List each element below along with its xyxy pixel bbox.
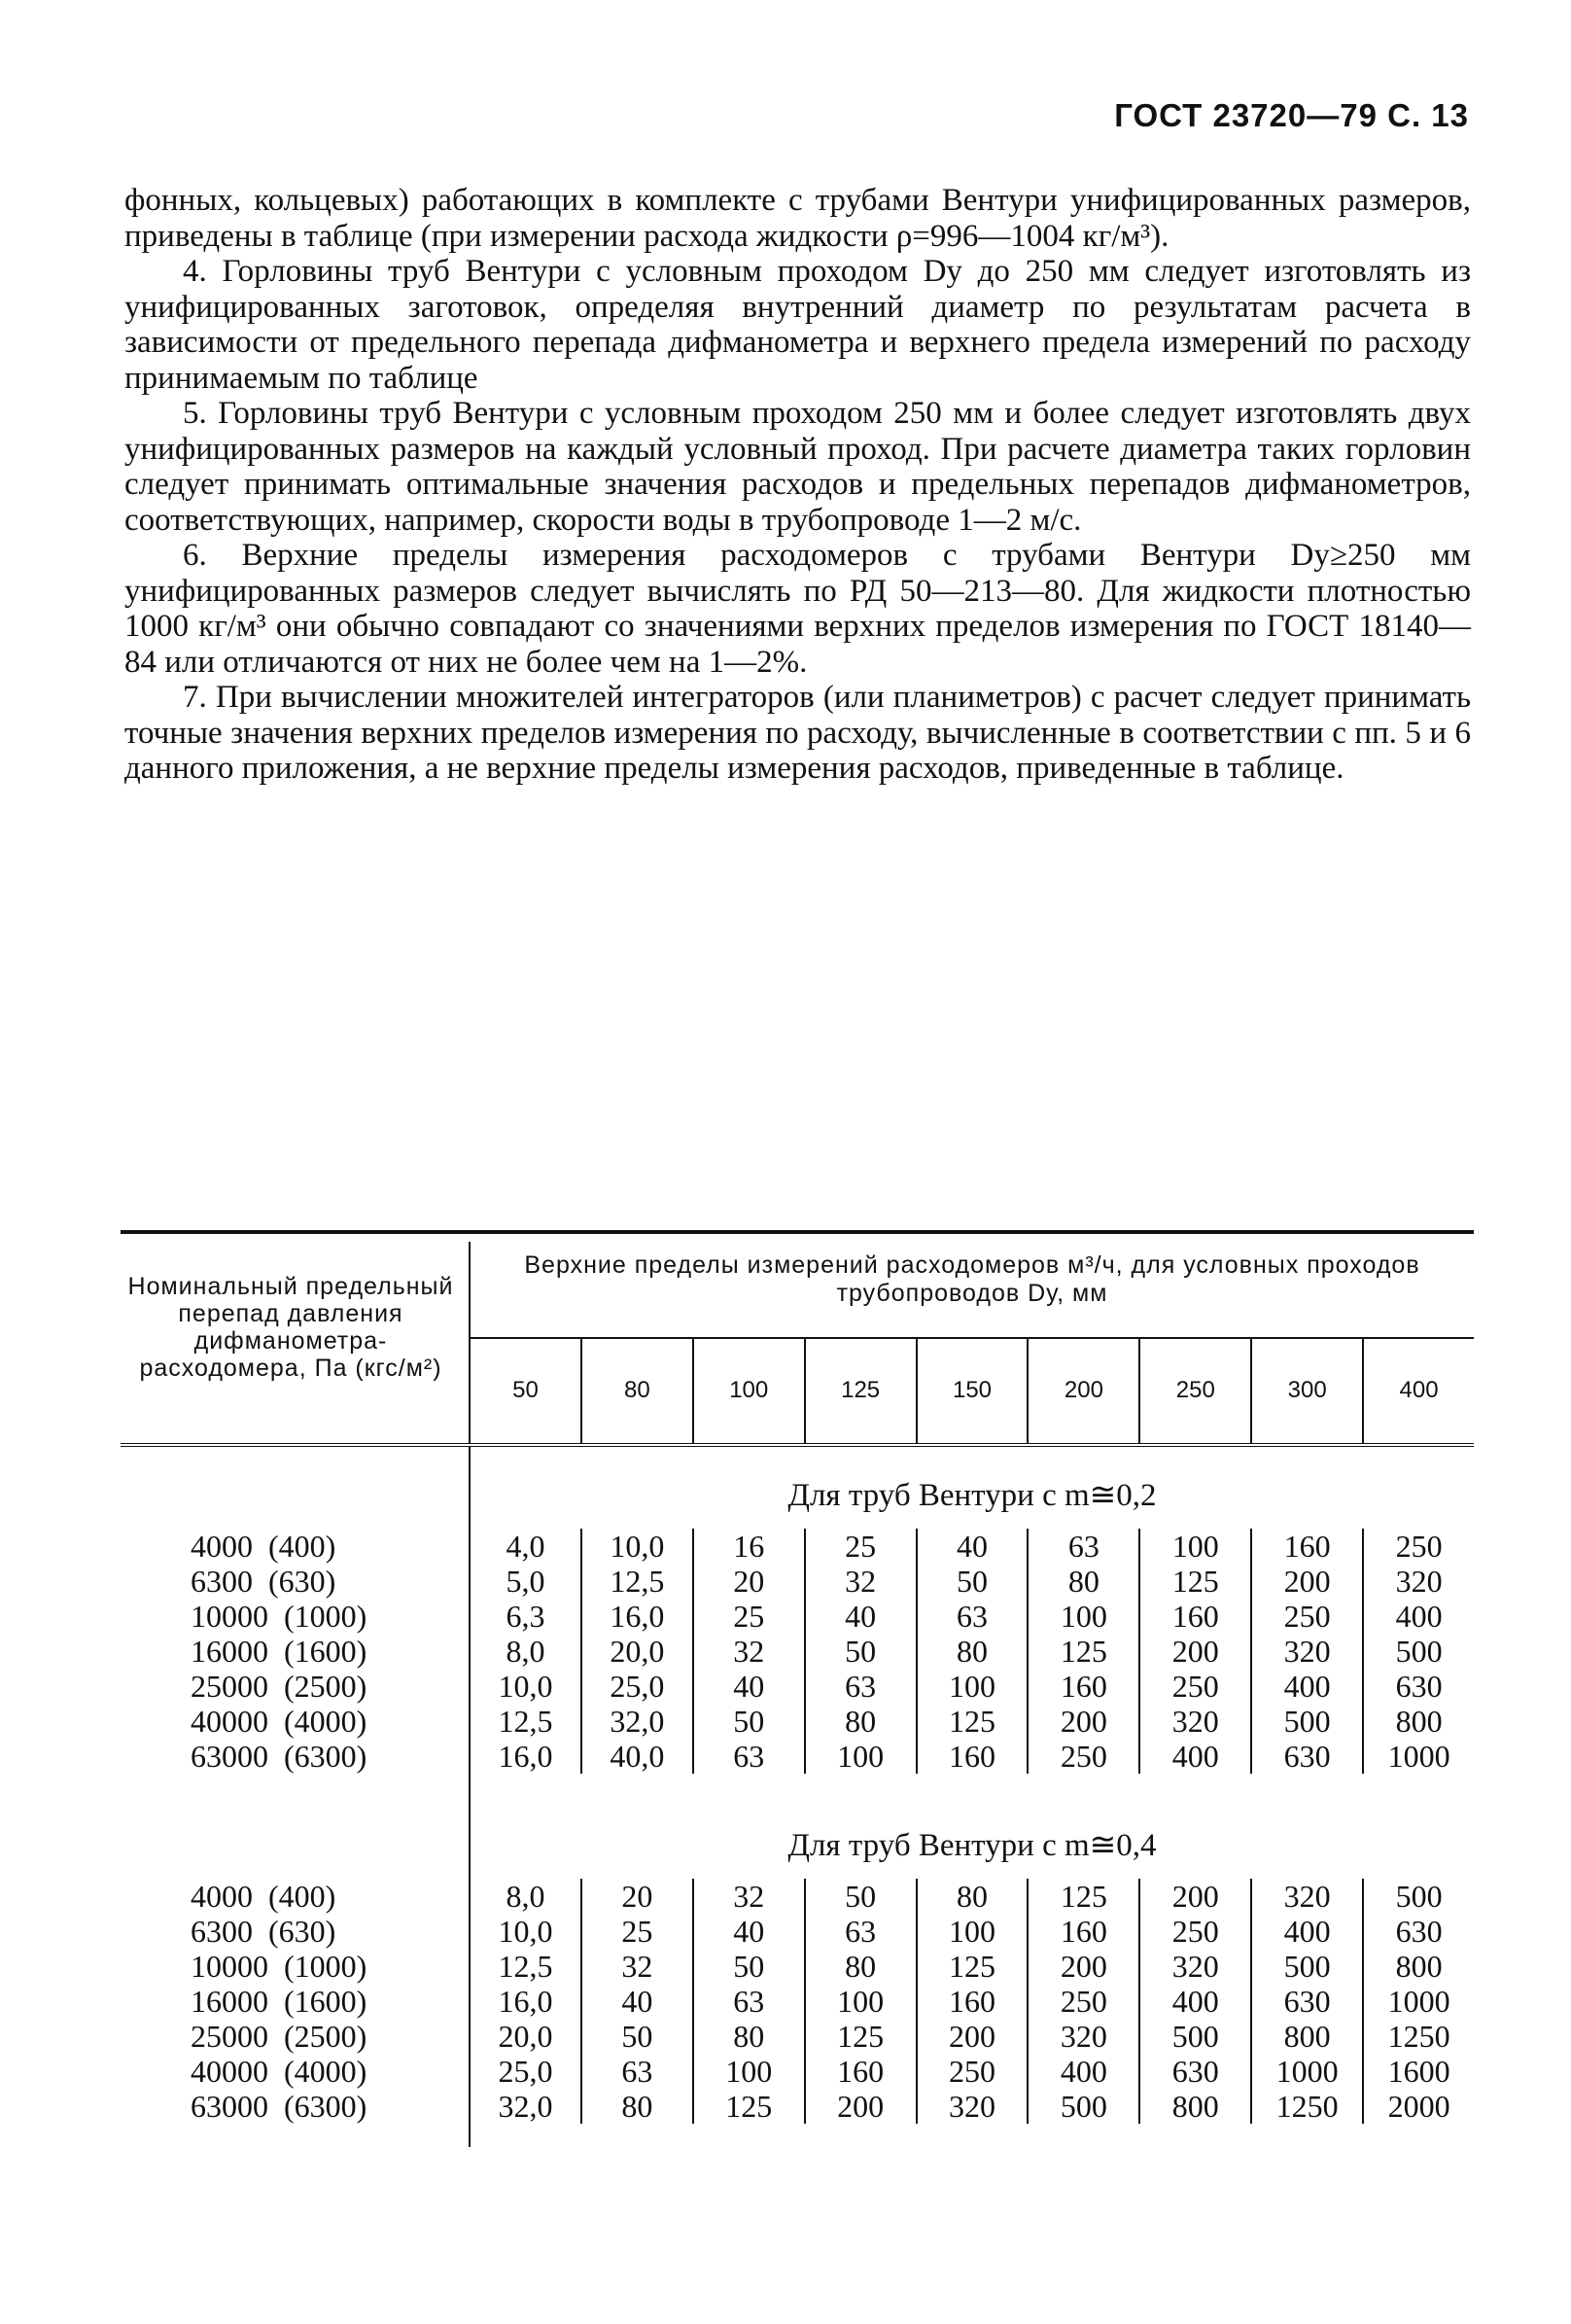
table-cell: 400 — [1060, 2054, 1107, 2089]
table-cell: 160 — [1283, 1529, 1331, 1564]
table-cell: 16,0 — [498, 1984, 553, 2019]
table-cell: 630 — [1395, 1669, 1443, 1704]
table-cell: 5,0 — [506, 1564, 545, 1599]
section-spacer — [121, 1774, 1474, 1797]
value-column — [692, 1879, 804, 2124]
table-cell: 125 — [725, 2089, 773, 2124]
table-cell: 630 — [1283, 1984, 1331, 2019]
table-cell: 1000 — [1275, 2054, 1339, 2089]
table-cell: 1250 — [1275, 2089, 1339, 2124]
section-spacer — [121, 2124, 1474, 2147]
table-cell: 160 — [1060, 1914, 1107, 1949]
value-column — [580, 1529, 692, 1774]
table-cell: 250 — [949, 2054, 995, 2089]
section-rows — [121, 1529, 1474, 1774]
row-labels — [121, 1529, 469, 1774]
row-label: 6300 (630) — [191, 1564, 336, 1599]
row-label: 6300 (630) — [191, 1914, 336, 1949]
table-cell: 125 — [949, 1949, 995, 1984]
table-cell: 8,0 — [506, 1879, 545, 1914]
table-cell: 125 — [1171, 1564, 1219, 1599]
table-cell: 200 — [1283, 1564, 1331, 1599]
table-cell: 40 — [957, 1529, 988, 1564]
paragraph: 7. При вычислении множителей интеграторов (или планиметров) с расчет следует принимать точные значения верхних пределов измерения по расходу, вычисленные в соответствии с пп. 5 и 6 данного приложения, а не верхние пределы измерения расходов, приведенные в таблице. — [124, 680, 1471, 786]
table-cell: 16,0 — [498, 1739, 553, 1774]
table-cell: 25 — [621, 1914, 653, 1949]
table-cell: 80 — [733, 2019, 765, 2054]
value-column — [471, 1879, 580, 2124]
table-cell: 125 — [1060, 1879, 1107, 1914]
value-column — [916, 1529, 1028, 1774]
table-cell: 500 — [1283, 1949, 1331, 1984]
value-column — [1138, 1879, 1250, 2124]
table-cell: 100 — [949, 1669, 995, 1704]
table-cell: 2000 — [1387, 2089, 1450, 2124]
value-column — [804, 1529, 916, 1774]
value-column — [1250, 1879, 1362, 2124]
table-cell: 200 — [1060, 1704, 1107, 1739]
row-label: 10000 (1000) — [191, 1949, 367, 1984]
table-cell: 160 — [837, 2054, 885, 2089]
table-cell: 25 — [845, 1529, 877, 1564]
row-label: 63000 (6300) — [191, 1739, 367, 1774]
table-cell: 160 — [1171, 1599, 1219, 1634]
table-cell: 32 — [733, 1879, 765, 1914]
table-cell: 160 — [949, 1984, 995, 2019]
table-cell: 400 — [1283, 1669, 1331, 1704]
paragraph: 6. Верхние пределы измерения расходомеров с трубами Вентури Dу≥250 мм унифицированных размеров следует вычислять по РД 50—213—80. Для жидкости плотностью 1000 кг/м³ они обычно совпадают со значениями верхних пределов измерения по ГОСТ 18140—84 или отличаются от них не более чем на 1—2%. — [124, 538, 1471, 680]
table-cell: 80 — [957, 1879, 988, 1914]
table-cell: 80 — [845, 1704, 877, 1739]
table-cell: 6,3 — [506, 1599, 545, 1634]
table-cell: 12,5 — [498, 1949, 553, 1984]
table-cell: 63 — [845, 1914, 877, 1949]
value-columns — [471, 1529, 1474, 1774]
table-cell: 500 — [1060, 2089, 1107, 2124]
row-label: 4000 (400) — [191, 1529, 336, 1564]
table-cell: 50 — [845, 1634, 877, 1669]
table-cell: 320 — [1395, 1564, 1443, 1599]
table-cell: 250 — [1283, 1599, 1331, 1634]
paragraph: 4. Горловины труб Вентури с условным проходом Dу до 250 мм следует изготовлять из унифицированных заготовок, определяя внутренний диаметр по результатам расчета в зависимости от предельного перепада дифманометра и верхнего предела измерений по расходу принимаемым по таблице — [124, 254, 1471, 396]
table-cell: 1600 — [1387, 2054, 1450, 2089]
table-cell: 320 — [1171, 1704, 1219, 1739]
table-cell: 800 — [1395, 1704, 1443, 1739]
table-cell: 125 — [837, 2019, 885, 2054]
table-cell: 25,0 — [610, 1669, 665, 1704]
table-cell: 63 — [957, 1599, 988, 1634]
table-cell: 40 — [621, 1984, 653, 2019]
table-cell: 400 — [1171, 1984, 1219, 2019]
table-cell: 320 — [1283, 1634, 1331, 1669]
table-cell: 20,0 — [610, 1634, 665, 1669]
table-cell: 160 — [1060, 1669, 1107, 1704]
table-cell: 32 — [845, 1564, 877, 1599]
table-cell: 500 — [1283, 1704, 1331, 1739]
table-cell: 20,0 — [498, 2019, 553, 2054]
value-column — [1027, 1879, 1138, 2124]
table-cell: 800 — [1283, 2019, 1331, 2054]
table-cell: 80 — [845, 1949, 877, 1984]
row-label: 40000 (4000) — [191, 2054, 367, 2089]
table-cell: 100 — [837, 1984, 885, 2019]
value-column — [471, 1529, 580, 1774]
table-cell: 320 — [1283, 1879, 1331, 1914]
table-cell: 125 — [1060, 1634, 1107, 1669]
table-cell: 800 — [1171, 2089, 1219, 2124]
table-cell: 10,0 — [498, 1669, 553, 1704]
table-cell: 500 — [1395, 1879, 1443, 1914]
table-cell: 32 — [621, 1949, 653, 1984]
table-cell: 160 — [949, 1739, 995, 1774]
row-label: 25000 (2500) — [191, 1669, 367, 1704]
value-column — [1027, 1529, 1138, 1774]
table-cell: 320 — [1171, 1949, 1219, 1984]
table-cell: 630 — [1395, 1914, 1443, 1949]
table-cell: 32 — [733, 1634, 765, 1669]
table-cell: 63 — [845, 1669, 877, 1704]
section-rows — [121, 1879, 1474, 2124]
table-cell: 200 — [1060, 1949, 1107, 1984]
table-cell: 12,5 — [498, 1704, 553, 1739]
table-cell: 200 — [837, 2089, 885, 2124]
column-header-125: 125 — [804, 1337, 916, 1443]
table-cell: 200 — [1171, 1634, 1219, 1669]
value-column — [580, 1879, 692, 2124]
column-header-80: 80 — [580, 1337, 692, 1443]
table-cell: 12,5 — [610, 1564, 665, 1599]
table-cell: 32,0 — [498, 2089, 553, 2124]
table-cell: 100 — [837, 1739, 885, 1774]
table-cell: 200 — [949, 2019, 995, 2054]
row-labels — [121, 1879, 469, 2124]
row-label: 25000 (2500) — [191, 2019, 367, 2054]
column-header-50: 50 — [512, 1376, 539, 1403]
value-columns — [471, 1879, 1474, 2124]
table-cell: 125 — [949, 1704, 995, 1739]
table-cell: 25 — [733, 1599, 765, 1634]
table-cell: 320 — [949, 2089, 995, 2124]
table-cell: 63 — [733, 1739, 765, 1774]
value-column — [692, 1529, 804, 1774]
value-column — [1362, 1879, 1474, 2124]
table-cell: 630 — [1283, 1739, 1331, 1774]
table-cell: 80 — [1067, 1564, 1100, 1599]
table-cell: 250 — [1060, 1984, 1107, 2019]
table-cell: 40 — [733, 1669, 765, 1704]
table-cell: 200 — [1171, 1879, 1219, 1914]
paragraph: фонных, кольцевых) работающих в комплекте с трубами Вентури унифицированных размеров, приведены в таблице (при измерении расхода жидкости ρ=996—1004 кг/м³). — [124, 183, 1471, 254]
table-cell: 25,0 — [498, 2054, 553, 2089]
row-label: 10000 (1000) — [191, 1599, 367, 1634]
column-header-100: 100 — [692, 1337, 804, 1443]
table-cell: 40 — [845, 1599, 877, 1634]
table-cell: 63 — [733, 1984, 765, 2019]
table-cell: 50 — [957, 1564, 988, 1599]
paragraph: 5. Горловины труб Вентури с условным проходом 250 мм и более следует изготовлять двух унифицированных размеров на каждый условный проход. При расчете диаметра таких горловин следует принимать оптимальные значения расходов и предельных перепадов дифманометров, соответствующих, например, скорости воды в трубопроводе 1—2 м/с. — [124, 396, 1471, 538]
value-column — [916, 1879, 1028, 2124]
table-cell: 320 — [1060, 2019, 1107, 2054]
column-header-200: 200 — [1027, 1337, 1138, 1443]
table-cell: 50 — [733, 1704, 765, 1739]
row-label: 63000 (6300) — [191, 2089, 367, 2124]
section-title: Для труб Вентури с m≅0,2 — [787, 1478, 1157, 1513]
table-cell: 250 — [1395, 1529, 1443, 1564]
table-cell: 100 — [725, 2054, 773, 2089]
table-cell: 80 — [621, 2089, 653, 2124]
row-label: 16000 (1600) — [191, 1634, 367, 1669]
row-label: 4000 (400) — [191, 1879, 336, 1914]
table-cell: 8,0 — [506, 1634, 545, 1669]
column-header-300: 300 — [1250, 1337, 1362, 1443]
table-cell: 50 — [845, 1879, 877, 1914]
value-column — [1362, 1529, 1474, 1774]
column-header-250: 250 — [1138, 1337, 1250, 1443]
table-cell: 100 — [1060, 1599, 1107, 1634]
table-cell: 16 — [733, 1529, 765, 1564]
column-headers — [471, 1337, 1474, 1443]
table-cell: 50 — [733, 1949, 765, 1984]
value-column — [1138, 1529, 1250, 1774]
table-cell: 400 — [1395, 1599, 1443, 1634]
table-cell: 250 — [1060, 1739, 1107, 1774]
table-cell: 10,0 — [498, 1914, 553, 1949]
section-title: Для труб Вентури с m≅0,4 — [787, 1828, 1157, 1863]
table-cell: 100 — [949, 1914, 995, 1949]
table-cell: 100 — [1171, 1529, 1219, 1564]
table-header — [121, 1234, 1474, 1447]
table-cell: 63 — [1067, 1529, 1100, 1564]
table-cell: 400 — [1171, 1739, 1219, 1774]
table-cell: 500 — [1395, 1634, 1443, 1669]
table-cell: 250 — [1171, 1669, 1219, 1704]
table-cell: 1000 — [1387, 1739, 1450, 1774]
table-cell: 80 — [957, 1634, 988, 1669]
column-header-150: 150 — [916, 1337, 1028, 1443]
table-cell: 20 — [621, 1879, 653, 1914]
column-divider — [469, 1447, 471, 2147]
table-body — [121, 1447, 1474, 2147]
table-cell: 800 — [1395, 1949, 1443, 1984]
value-column — [804, 1879, 916, 2124]
page-header: ГОСТ 23720—79 С. 13 — [1114, 97, 1469, 133]
column-header-400: 400 — [1362, 1337, 1474, 1443]
row-label: 40000 (4000) — [191, 1704, 367, 1739]
table-cell: 16,0 — [610, 1599, 665, 1634]
table-cell: 1000 — [1387, 1984, 1450, 2019]
table-cell: 40,0 — [610, 1739, 665, 1774]
table-cell: 4,0 — [506, 1529, 545, 1564]
row-header-label: Номинальный предельный перепад давления дифманометра-расходомера, Па (кгс/м²) — [127, 1273, 454, 1382]
table-cell: 32,0 — [610, 1704, 665, 1739]
table-cell: 400 — [1283, 1914, 1331, 1949]
table-cell: 250 — [1171, 1914, 1219, 1949]
table-cell: 500 — [1171, 2019, 1219, 2054]
table-cell: 10,0 — [610, 1529, 665, 1564]
table-cell: 1250 — [1387, 2019, 1450, 2054]
table-cell: 630 — [1171, 2054, 1219, 2089]
body-text — [124, 183, 1471, 787]
column-group-label: Верхние пределы измерений расходомеров м³/ч, для условных проходов трубопроводов Dу, мм — [471, 1251, 1474, 1339]
table-cell: 63 — [621, 2054, 653, 2089]
flow-limits-table — [121, 1230, 1474, 2147]
value-column — [1250, 1529, 1362, 1774]
table-cell: 40 — [733, 1914, 765, 1949]
table-cell: 20 — [733, 1564, 765, 1599]
table-cell: 50 — [621, 2019, 653, 2054]
row-label: 16000 (1600) — [191, 1984, 367, 2019]
